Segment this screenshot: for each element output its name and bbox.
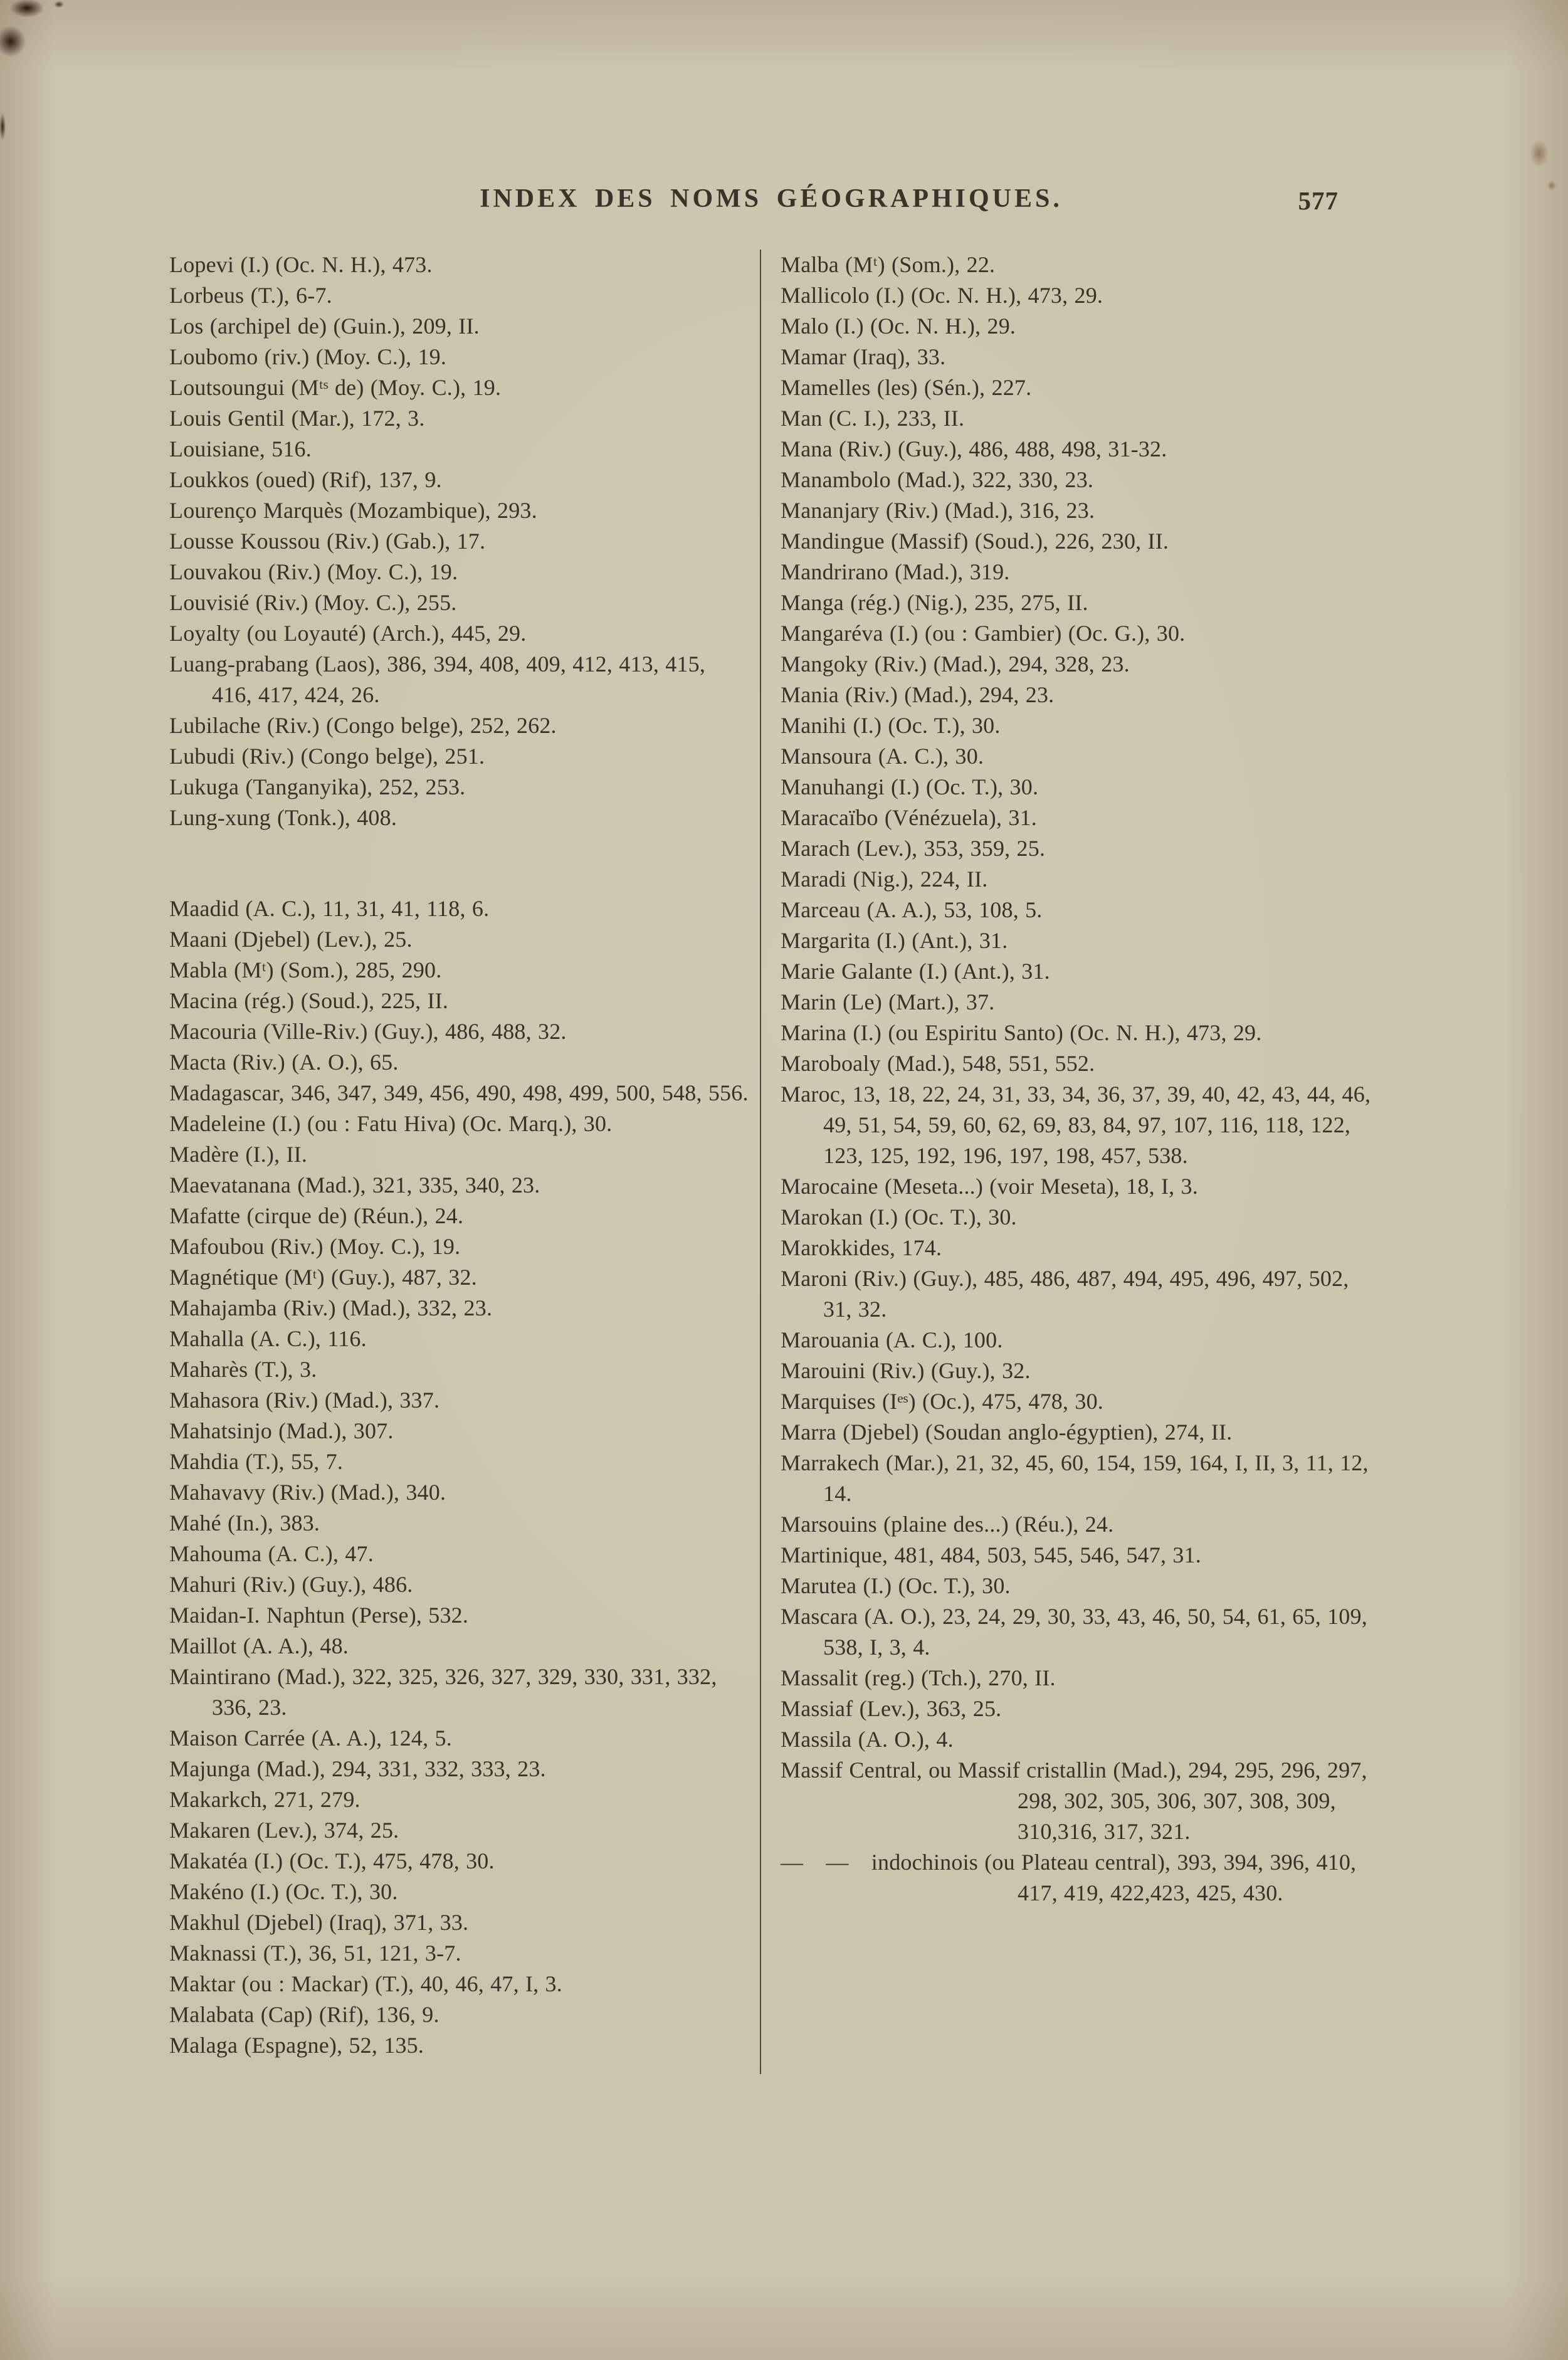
index-entry: Mandrirano (Mad.), 319.: [781, 559, 1010, 584]
scan-artifact-right-edge-1: [1527, 137, 1551, 171]
index-entry: Mahasora (Riv.) (Mad.), 337.: [169, 1388, 440, 1413]
index-entry: Mangoky (Riv.) (Mad.), 294, 328, 23.: [781, 651, 1130, 677]
index-entry: Mandingue (Massif) (Soud.), 226, 230, II.: [781, 529, 1169, 554]
scan-artifact-top-left-1: [5, 0, 49, 20]
index-entry: Maroc, 13, 18, 22, 24, 31, 33, 34, 36, 37, 39, 40, 42, 43, 44, 46, 49, 51, 54, 59, 60, 62, 69, 83, 84, 97, 107, 116, 118, 122, 123, 125, 192, 196, 197, 198, 457, 538.: [781, 1082, 1371, 1168]
index-entry: Lorbeus (T.), 6-7.: [169, 283, 332, 308]
column-divider: [760, 250, 761, 2074]
index-entry: Mafoubou (Riv.) (Moy. C.), 19.: [169, 1234, 461, 1259]
index-entry: Louvakou (Riv.) (Moy. C.), 19.: [169, 559, 458, 584]
index-entry: Maadid (A. C.), 11, 31, 41, 118, 6.: [169, 896, 490, 921]
index-entry: Maevatanana (Mad.), 321, 335, 340, 23.: [169, 1172, 540, 1198]
index-entry: Makéno (I.) (Oc. T.), 30.: [169, 1879, 398, 1904]
index-entry: Maknassi (T.), 36, 51, 121, 3-7.: [169, 1941, 461, 1966]
index-entry: Massiaf (Lev.), 363, 25.: [781, 1696, 1002, 1721]
page-number: 577: [1298, 186, 1339, 215]
index-entry: Marutea (I.) (Oc. T.), 30.: [781, 1573, 1011, 1598]
index-entry: Maani (Djebel) (Lev.), 25.: [169, 927, 413, 952]
index-entry: Malaga (Espagne), 52, 135.: [169, 2033, 424, 2058]
index-entry: Lubudi (Riv.) (Congo belge), 251.: [169, 744, 485, 769]
index-entry: Loyalty (ou Loyauté) (Arch.), 445, 29.: [169, 621, 527, 646]
scan-artifact-top-left-3: [53, 0, 65, 9]
index-entry: Louvisié (Riv.) (Moy. C.), 255.: [169, 590, 457, 615]
index-entry: Maison Carrée (A. A.), 124, 5.: [169, 1725, 452, 1751]
index-entry: Louisiane, 516.: [169, 436, 312, 461]
index-entry: Loukkos (oued) (Rif), 137, 9.: [169, 467, 442, 492]
index-entry: Mabla (Mᵗ) (Som.), 285, 290.: [169, 957, 442, 982]
index-entry: Macouria (Ville-Riv.) (Guy.), 486, 488, 32.: [169, 1019, 567, 1044]
index-entry: Mahuri (Riv.) (Guy.), 486.: [169, 1572, 413, 1597]
index-entry: Mania (Riv.) (Mad.), 294, 23.: [781, 682, 1055, 707]
index-entry: Mahalla (A. C.), 116.: [169, 1326, 367, 1351]
index-entry: Martinique, 481, 484, 503, 545, 546, 547, 31.: [781, 1542, 1201, 1567]
index-entry: Marsouins (plaine des...) (Réu.), 24.: [781, 1512, 1114, 1537]
index-entry: Makhul (Djebel) (Iraq), 371, 33.: [169, 1910, 469, 1935]
index-entry: Maintirano (Mad.), 322, 325, 326, 327, 329, 330, 331, 332, 336, 23.: [169, 1664, 717, 1720]
index-entry: Massila (A. O.), 4.: [781, 1727, 954, 1752]
index-entry: Malo (I.) (Oc. N. H.), 29.: [781, 313, 1016, 339]
scan-artifact-left-edge: [0, 110, 6, 143]
index-entry: Macina (rég.) (Soud.), 225, II.: [169, 988, 449, 1013]
index-entry: Marokan (I.) (Oc. T.), 30.: [781, 1204, 1017, 1230]
index-entry: Maidan-I. Naphtun (Perse), 532.: [169, 1603, 469, 1628]
index-entry: Mallicolo (I.) (Oc. N. H.), 473, 29.: [781, 283, 1103, 308]
index-column-right: [781, 250, 1373, 1909]
index-entry: Madagascar, 346, 347, 349, 456, 490, 498, 499, 500, 548, 556.: [169, 1080, 749, 1105]
index-entry: — — indochinois (ou Plateau central), 393, 394, 396, 410, 417, 419, 422,423, 425, 430.: [781, 1850, 1357, 1905]
index-entry: Mananjary (Riv.) (Mad.), 316, 23.: [781, 498, 1095, 523]
index-entry: Macta (Riv.) (A. O.), 65.: [169, 1050, 399, 1075]
index-entry: Mangaréva (I.) (ou : Gambier) (Oc. G.), 30.: [781, 621, 1186, 646]
scan-artifact-top-left-2: [0, 21, 30, 61]
index-entry: Louis Gentil (Mar.), 172, 3.: [169, 406, 425, 431]
index-entry: Mafatte (cirque de) (Réun.), 24.: [169, 1203, 464, 1228]
index-entry: Luang-prabang (Laos), 386, 394, 408, 409, 412, 413, 415, 416, 417, 424, 26.: [169, 651, 706, 707]
index-entry: Margarita (I.) (Ant.), 31.: [781, 928, 1008, 953]
page-header: INDEX DES NOMS GÉOGRAPHIQUES.: [480, 184, 1063, 213]
index-entry: Manambolo (Mad.), 322, 330, 23.: [781, 467, 1094, 492]
index-entry: Marouania (A. C.), 100.: [781, 1327, 1003, 1352]
index-entry: Maradi (Nig.), 224, II.: [781, 867, 988, 892]
index-entry: Mahajamba (Riv.) (Mad.), 332, 23.: [169, 1295, 493, 1320]
index-entry: Maracaïbo (Vénézuela), 31.: [781, 805, 1037, 830]
index-entry: Manuhangi (I.) (Oc. T.), 30.: [781, 774, 1039, 799]
index-entry: Mamelles (les) (Sén.), 227.: [781, 375, 1032, 400]
index-entry: Malba (Mᵗ) (Som.), 22.: [781, 252, 996, 277]
index-entry: Mahavavy (Riv.) (Mad.), 340.: [169, 1480, 446, 1505]
index-entry: Maroni (Riv.) (Guy.), 485, 486, 487, 494, 495, 496, 497, 502, 31, 32.: [781, 1266, 1349, 1322]
index-entry: Marokkides, 174.: [781, 1235, 942, 1260]
index-entry: Majunga (Mad.), 294, 331, 332, 333, 23.: [169, 1756, 546, 1781]
index-entry: Marina (I.) (ou Espiritu Santo) (Oc. N. H.), 473, 29.: [781, 1020, 1262, 1045]
index-entry: Mansoura (A. C.), 30.: [781, 744, 984, 769]
index-entry: Marie Galante (I.) (Ant.), 31.: [781, 959, 1050, 984]
index-entry: Marra (Djebel) (Soudan anglo-égyptien), 274, II.: [781, 1420, 1233, 1445]
index-entry: Makarkch, 271, 279.: [169, 1787, 360, 1812]
index-entry: Maktar (ou : Mackar) (T.), 40, 46, 47, I, 3.: [169, 1971, 562, 1996]
index-entry: Mamar (Iraq), 33.: [781, 344, 946, 369]
index-entry: Marin (Le) (Mart.), 37.: [781, 989, 995, 1014]
index-entry: Maroboaly (Mad.), 548, 551, 552.: [781, 1051, 1095, 1076]
index-column-left: [169, 250, 749, 2061]
index-entry: Los (archipel de) (Guin.), 209, II.: [169, 313, 480, 339]
index-entry: Marrakech (Mar.), 21, 32, 45, 60, 154, 159, 164, I, II, 3, 11, 12, 14.: [781, 1450, 1369, 1506]
index-entry: Madeleine (I.) (ou : Fatu Hiva) (Oc. Marq.), 30.: [169, 1111, 613, 1136]
index-entry: Maillot (A. A.), 48.: [169, 1633, 349, 1658]
index-entry: Loutsoungui (Mᵗˢ de) (Moy. C.), 19.: [169, 375, 502, 400]
index-entry: Mahdia (T.), 55, 7.: [169, 1449, 344, 1474]
index-entry: Lousse Koussou (Riv.) (Gab.), 17.: [169, 529, 486, 554]
index-entry: Lung-xung (Tonk.), 408.: [169, 805, 397, 830]
index-entry: Lukuga (Tanganyika), 252, 253.: [169, 774, 466, 799]
index-entry: Manga (rég.) (Nig.), 235, 275, II.: [781, 590, 1088, 615]
index-entry: Magnétique (Mᵗ) (Guy.), 487, 32.: [169, 1265, 477, 1290]
index-entry: Madère (I.), II.: [169, 1142, 308, 1167]
index-entry: Manihi (I.) (Oc. T.), 30.: [781, 713, 1001, 738]
index-entry: Mahouma (A. C.), 47.: [169, 1541, 374, 1566]
index-entry: Malabata (Cap) (Rif), 136, 9.: [169, 2002, 439, 2027]
index-entry: Marach (Lev.), 353, 359, 25.: [781, 836, 1046, 861]
index-entry: Mana (Riv.) (Guy.), 486, 488, 498, 31-32.: [781, 436, 1167, 461]
index-entry: Mahatsinjo (Mad.), 307.: [169, 1418, 394, 1443]
index-entry: Mahé (In.), 383.: [169, 1510, 320, 1536]
index-entry: Marouini (Riv.) (Guy.), 32.: [781, 1358, 1031, 1383]
index-entry: Lourenço Marquès (Mozambique), 293.: [169, 498, 537, 523]
index-entry: Lubilache (Riv.) (Congo belge), 252, 262.: [169, 713, 557, 738]
index-entry: Massalit (reg.) (Tch.), 270, II.: [781, 1665, 1056, 1690]
index-entry: Marquises (Iᵉˢ) (Oc.), 475, 478, 30.: [781, 1389, 1103, 1414]
index-entry: Massif Central, ou Massif cristallin (Mad.), 294, 295, 296, 297, 298, 302, 305, 306, 307, 308, 309, 310,316, 317, 321.: [781, 1757, 1367, 1844]
index-entry: Marocaine (Meseta...) (voir Meseta), 18, I, 3.: [781, 1174, 1198, 1199]
index-entry: Lopevi (I.) (Oc. N. H.), 473.: [169, 252, 433, 277]
scan-artifact-right-edge-2: [1546, 179, 1557, 192]
index-entry: Makatéa (I.) (Oc. T.), 475, 478, 30.: [169, 1848, 495, 1873]
index-entry: Maharès (T.), 3.: [169, 1357, 317, 1382]
index-entry: Loubomo (riv.) (Moy. C.), 19.: [169, 344, 447, 369]
index-entry: Mascara (A. O.), 23, 24, 29, 30, 33, 43, 46, 50, 54, 61, 65, 109, 538, I, 3, 4.: [781, 1604, 1367, 1660]
index-entry: Makaren (Lev.), 374, 25.: [169, 1818, 399, 1843]
index-entry: Marceau (A. A.), 53, 108, 5.: [781, 897, 1043, 922]
index-entry: Man (C. I.), 233, II.: [781, 406, 965, 431]
